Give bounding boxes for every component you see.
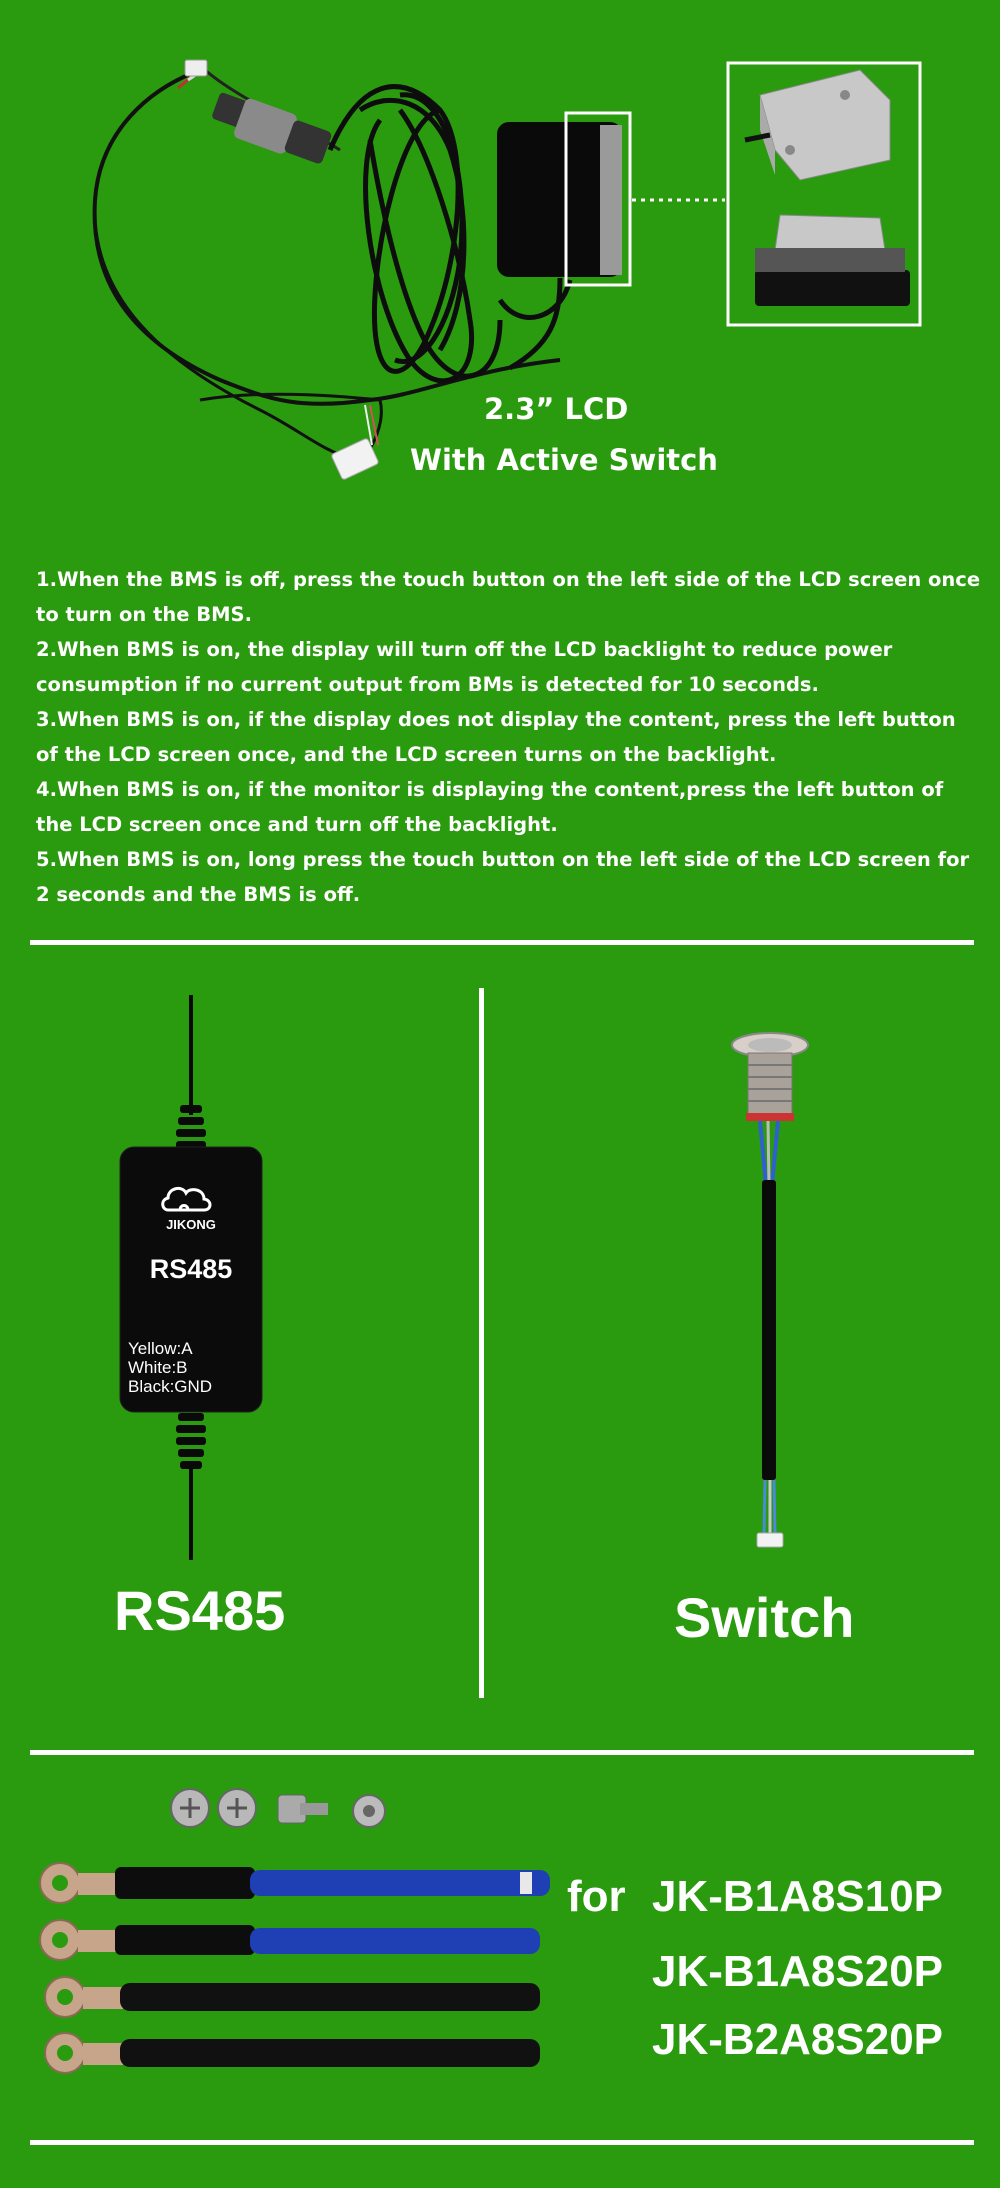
instructions-list (36, 562, 981, 912)
rs485-module-title: RS485 (149, 1254, 233, 1284)
lcd-caption-line1: 2.3” LCD (484, 392, 629, 426)
lcd-caption-line2: With Active Switch (410, 443, 718, 477)
model-name: JK-B1A8S20P (652, 1947, 944, 1996)
instruction-item: 3.When BMS is on, if the display does not display the content, press the left button of the LCD screen once, and the LCD screen turns on the backlight. (36, 708, 956, 766)
divider-line (30, 1750, 974, 1755)
model-name: JK-B1A8S10P (652, 1872, 944, 1921)
instruction-item: 1.When the BMS is off, press the touch button on the left side of the LCD screen once to turn on the BMS. (36, 568, 981, 626)
divider-line (30, 2140, 974, 2145)
instruction-item: 5.When BMS is on, long press the touch button on the left side of the LCD screen for 2 seconds and the BMS is off. (36, 848, 970, 906)
rs485-wire-white: White:B (128, 1358, 188, 1377)
rs485-module-image (100, 995, 290, 1565)
instruction-item: 2.When BMS is on, the display will turn off the LCD backlight to reduce power consumption if no current output from BMs is detected for 10 seconds. (36, 638, 893, 696)
lcd-product-image (0, 0, 1000, 520)
divider-line (30, 940, 974, 945)
switch-image (700, 1025, 840, 1560)
model-name: JK-B2A8S20P (652, 2015, 944, 2064)
rs485-wire-black: Black:GND (128, 1377, 213, 1396)
rs485-wire-yellow: Yellow:A (128, 1339, 193, 1358)
instruction-item: 4.When BMS is on, if the monitor is displaying the content,press the left button of the LCD screen once and turn off the backlight. (36, 778, 944, 836)
vertical-divider (479, 988, 484, 1698)
cables-image (30, 1775, 570, 2085)
rs485-label: RS485 (114, 1579, 286, 1642)
rs485-brand-text: JIKONG (166, 1217, 216, 1232)
cables-for-label: for (567, 1872, 626, 1921)
switch-label: Switch (674, 1586, 855, 1649)
